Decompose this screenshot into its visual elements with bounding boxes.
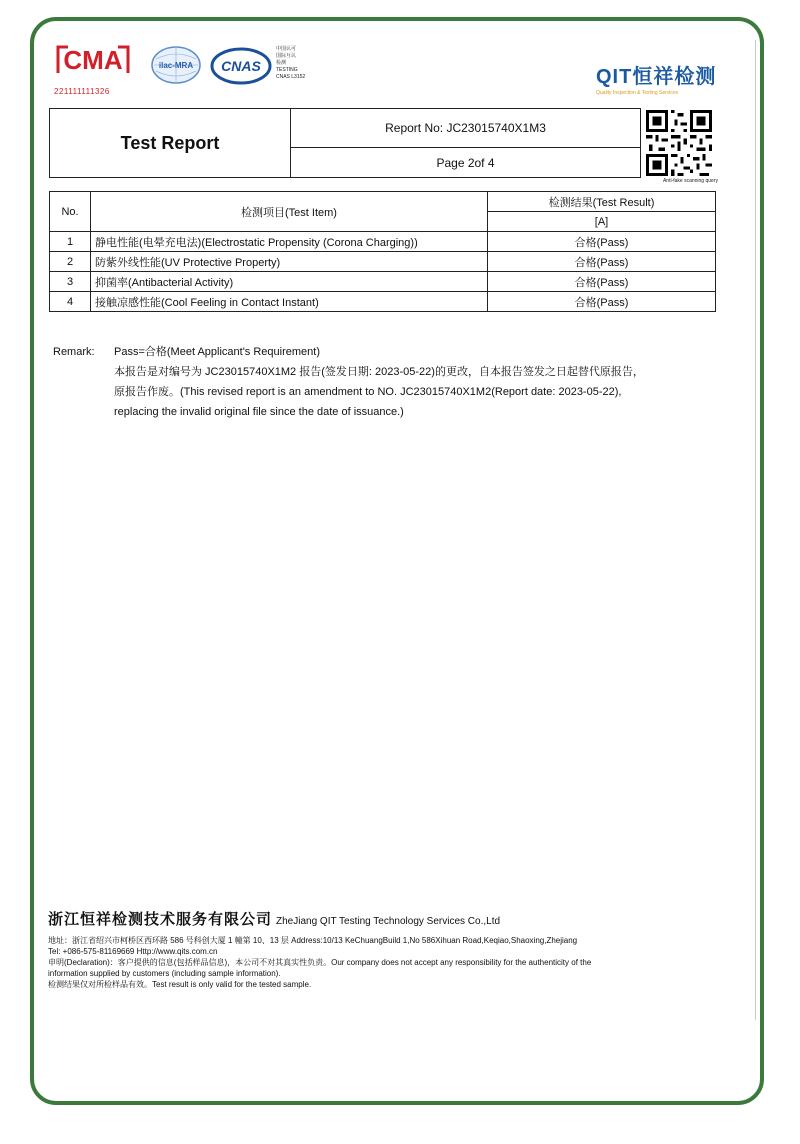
cnas-line: TESTING xyxy=(276,67,298,73)
footer-details xyxy=(48,935,728,990)
row-test-item: 防紫外线性能(UV Protective Property) xyxy=(91,252,488,272)
qit-chinese-name: 恒祥检测 xyxy=(632,66,717,88)
cma-emblem xyxy=(54,42,132,76)
qit-logo xyxy=(596,60,717,96)
footer-declaration-continued: information supplied by customers (including sample information). xyxy=(48,969,281,978)
row-number: 1 xyxy=(50,232,91,252)
ilac-text: ilac-MRA xyxy=(158,61,194,70)
page-number: Page 2of 4 xyxy=(436,155,495,170)
row-test-item: 接触凉感性能(Cool Feeling in Contact Instant) xyxy=(91,292,488,312)
report-header xyxy=(49,108,641,178)
remark-line: replacing the invalid original file since the date of issuance.) xyxy=(114,406,404,418)
qit-tagline: Quality Inspection & Testing Services xyxy=(596,90,679,96)
row-test-item: 抑菌率(Antibacterial Activity) xyxy=(91,272,488,292)
column-header-no: No. xyxy=(50,192,91,232)
cnas-text: CNAS xyxy=(221,58,261,74)
remark-pass-definition: Pass=合格(Meet Applicant's Requirement) xyxy=(114,346,320,358)
company-footer xyxy=(48,908,728,990)
row-test-result: 合格(Pass) xyxy=(488,272,716,292)
page-edge-line xyxy=(755,40,756,1020)
cnas-line: CNAS L3152 xyxy=(276,74,306,80)
column-header-test-result: 检测结果(Test Result) xyxy=(488,192,716,212)
cnas-line: 中国认可 xyxy=(276,46,297,52)
qr-caption: Anti-fake scanning query xyxy=(662,178,718,184)
row-number: 2 xyxy=(50,252,91,272)
column-subheader-sample: [A] xyxy=(488,212,716,232)
cma-logo-text: CMA xyxy=(63,45,123,75)
cnas-logo xyxy=(210,47,272,85)
footer-company xyxy=(48,908,728,929)
row-number: 4 xyxy=(50,292,91,312)
cnas-line: 国际互认 xyxy=(276,53,297,59)
cma-number: 221111111326 xyxy=(54,87,110,96)
qit-letters: QIT xyxy=(596,66,633,88)
report-title: Test Report xyxy=(50,109,291,177)
row-number: 3 xyxy=(50,272,91,292)
row-test-item: 静电性能(电晕充电法)(Electrostatic Propensity (Corona Charging)) xyxy=(91,232,488,252)
remark-line: 本报告是对编号为 JC23015740X1M2 报告(签发日期: 2023-05-22)的更改，自本报告签发之日起替代原报告， xyxy=(114,366,644,378)
row-test-result: 合格(Pass) xyxy=(488,252,716,272)
remark-label: Remark: xyxy=(53,346,95,358)
cnas-line: 检测 xyxy=(276,60,287,66)
table-row xyxy=(50,292,716,312)
report-number: Report No: JC23015740X1M3 xyxy=(291,109,640,148)
row-test-result: 合格(Pass) xyxy=(488,292,716,312)
footer-declaration: 申明(Declaration)：客户提供的信息(包括样品信息)，本公司不对其真实性负责。Our company does not accept any responsibility for the authenticity of the xyxy=(48,958,592,967)
footer-validity-note: 检测结果仅对所检样品有效。Test result is only valid for the tested sample. xyxy=(48,980,312,989)
company-name-english: ZheJiang QIT Testing Technology Services Co.,Ltd xyxy=(276,916,501,927)
test-results-table xyxy=(49,191,716,312)
footer-contact[interactable]: Tel: +086-575-81169669 Http://www.qits.com.cn xyxy=(48,947,218,956)
column-header-test-item: 检测项目(Test Item) xyxy=(91,192,488,232)
company-name-chinese: 浙江恒祥检测技术服务有限公司 xyxy=(48,910,273,928)
table-row xyxy=(50,252,716,272)
remark-body xyxy=(114,362,720,422)
footer-address: 地址：浙江省绍兴市柯桥区西环路 586 号科创大厦 1 幢第 10、13 层 Address:10/13 KeChuangBuild 1,No 586Xihuan Road,Keqiao,Shaoxing,Zhejiang xyxy=(48,936,578,945)
ilac-mra-logo xyxy=(150,45,202,85)
row-test-result: 合格(Pass) xyxy=(488,232,716,252)
table-row xyxy=(50,272,716,292)
table-header-row xyxy=(50,192,716,212)
remark-line: 原报告作废。(This revised report is an amendment to NO. JC23015740X1M2(Report date: 2023-05-22), xyxy=(114,386,622,398)
qr-code[interactable] xyxy=(646,110,712,176)
cnas-accreditation-text xyxy=(276,46,305,81)
cma-logo xyxy=(54,42,132,96)
table-row xyxy=(50,232,716,252)
